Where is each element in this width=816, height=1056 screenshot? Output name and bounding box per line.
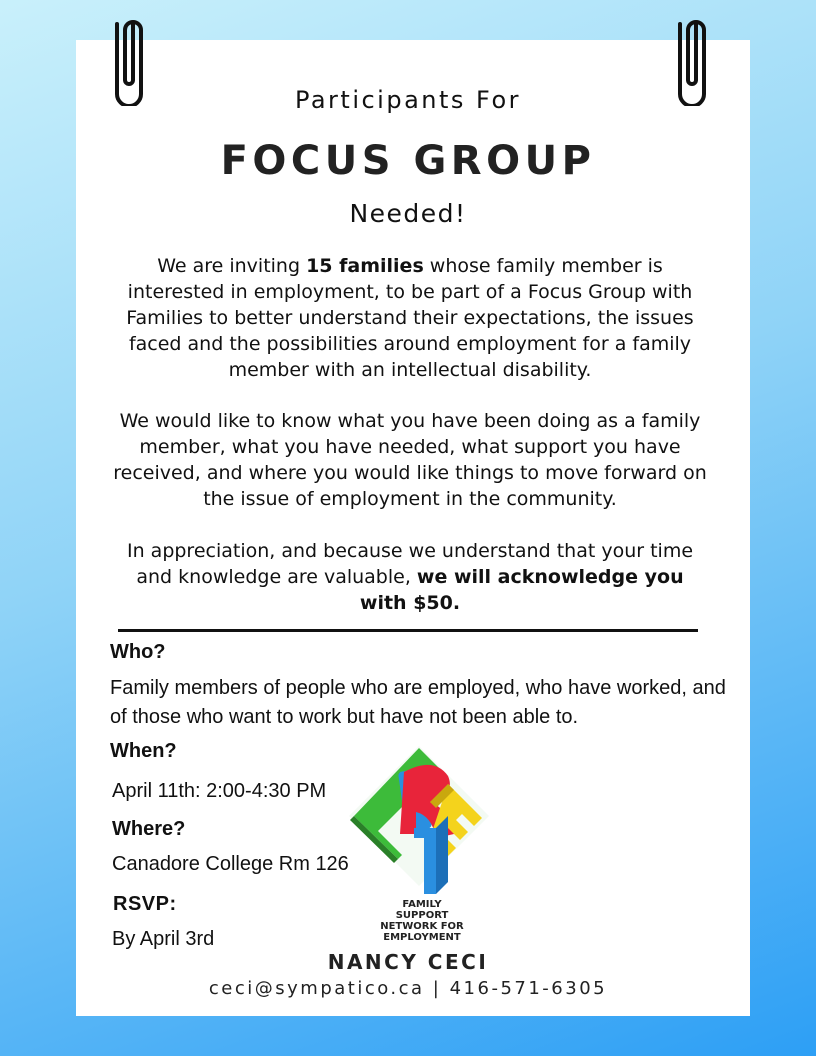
rsvp-label: RSVP: [113, 893, 177, 915]
when-label: When? [110, 740, 177, 762]
logo-line-support: SUPPORT [395, 910, 449, 921]
intro-paragraph-appreciation [112, 538, 708, 616]
appreciation-text: In appreciation, and because we understand that your time and knowledge are valuable, [126, 540, 694, 588]
invite-text-rest: whose family member is interested in employment, to be part of a Focus Group with Families to better understand their expectations, the issues faced and the possibilities around employment for a family member with an intellectual disability. [126, 255, 694, 381]
intro-paragraph-invite [112, 253, 708, 383]
logo-line-family: FAMILY [402, 899, 442, 910]
heading-needed: Needed! [349, 199, 467, 228]
where-text: Canadore College Rm 126 [112, 853, 349, 875]
heading-focus-group: FOCUS GROUP [220, 138, 596, 184]
contact-info[interactable]: ceci@sympatico.ca | 416-571-6305 [208, 978, 608, 999]
fsne-logo-icon [344, 742, 504, 902]
who-label: Who? [110, 641, 166, 663]
rsvp-text: By April 3rd [112, 928, 215, 950]
appreciation-acknowledgement: we will acknowledge you with $50. [359, 566, 684, 614]
contact-name: NANCY CECI [327, 950, 489, 974]
invite-text-start: We are inviting [157, 255, 307, 277]
invite-families-count: 15 families [306, 255, 424, 277]
where-label: Where? [112, 818, 186, 840]
section-divider [118, 629, 698, 632]
logo-line-network: NETWORK FOR [380, 921, 464, 932]
heading-participants-for: Participants For [294, 86, 522, 114]
intro-paragraph-questions: We would like to know what you have been doing as a family member, what you have needed, what support you have received, and where you would like things to move forward on the issue of employment in the community. [113, 410, 707, 510]
when-text: April 11th: 2:00-4:30 PM [112, 780, 327, 802]
who-text: Family members of people who are employed, who have worked, and of those who want to work but have not been able to. [110, 677, 726, 728]
logo-caption [364, 899, 480, 943]
logo-line-employment: EMPLOYMENT [383, 932, 461, 943]
